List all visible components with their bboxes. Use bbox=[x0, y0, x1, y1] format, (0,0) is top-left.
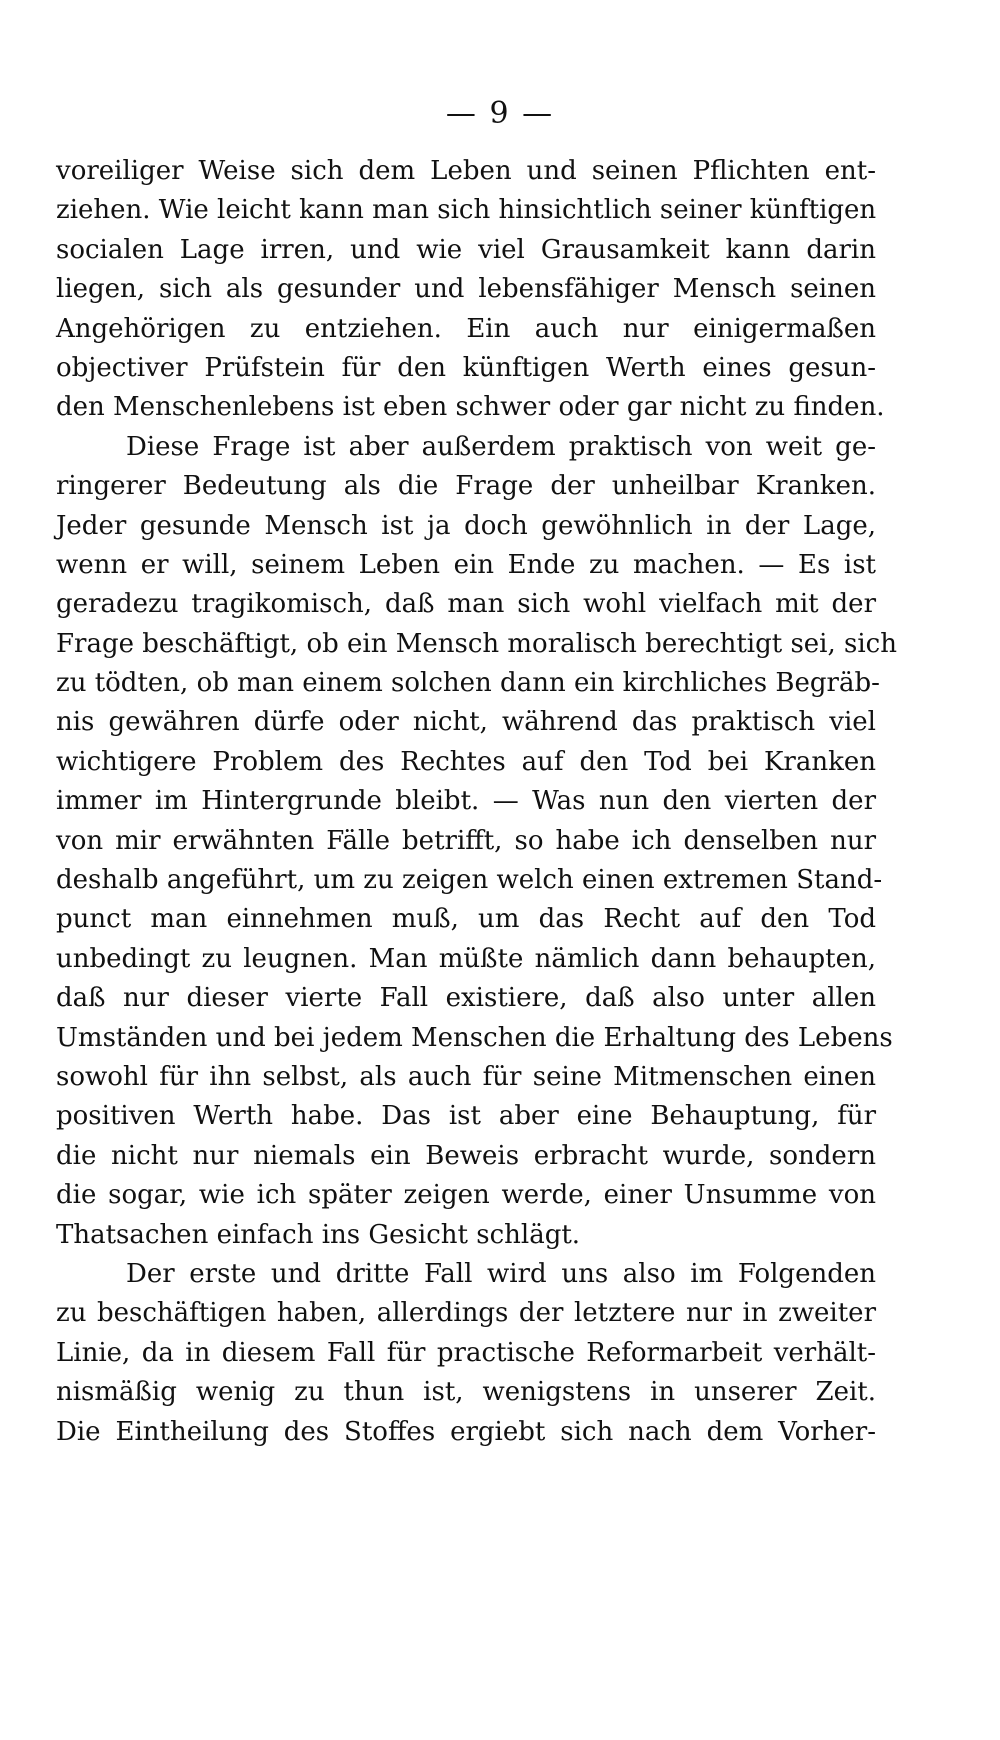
text-line: socialen Lage irren, und wie viel Grausamkeit kann darin bbox=[56, 234, 876, 265]
text-line: den Menschenlebens ist eben schwer oder gar nicht zu finden. bbox=[56, 392, 885, 423]
text-line: positiven Werth habe. Das ist aber eine Behauptung, für bbox=[56, 1101, 876, 1132]
text-line: nis gewähren dürfe oder nicht, während das praktisch viel bbox=[56, 707, 876, 738]
text-line: Angehörigen zu entziehen. Ein auch nur einigermaßen bbox=[56, 313, 876, 344]
text-line: Umständen und bei jedem Menschen die Erhaltung des Lebens bbox=[56, 1022, 893, 1053]
text-line: zu tödten, ob man einem solchen dann ein kirchliches Begräb- bbox=[56, 668, 880, 699]
text-line: Der erste und dritte Fall wird uns also im Folgenden bbox=[126, 1258, 876, 1289]
text-line: Jeder gesunde Mensch ist ja doch gewöhnlich in der Lage, bbox=[56, 510, 876, 541]
text-line: punct man einnehmen muß, um das Recht auf den Tod bbox=[56, 904, 876, 935]
text-line: Frage beschäftigt, ob ein Mensch moralisch berechtigt sei, sich bbox=[56, 628, 897, 659]
text-line: von mir erwähnten Fälle betrifft, so habe ich denselben nur bbox=[56, 825, 876, 856]
page-number: — 9 — bbox=[445, 96, 555, 131]
text-line: deshalb angeführt, um zu zeigen welch einen extremen Stand- bbox=[56, 865, 883, 896]
text-line: zu beschäftigen haben, allerdings der letztere nur in zweiter bbox=[56, 1298, 876, 1329]
text-line: sowohl für ihn selbst, als auch für seine Mitmenschen einen bbox=[56, 1061, 876, 1092]
text-line: ziehen. Wie leicht kann man sich hinsichtlich seiner künftigen bbox=[56, 195, 877, 226]
text-line: wenn er will, seinem Leben ein Ende zu machen. — Es ist bbox=[56, 549, 876, 580]
text-line: nismäßig wenig zu thun ist, wenigstens in unserer Zeit. bbox=[56, 1377, 876, 1408]
text-line: objectiver Prüfstein für den künftigen Werth eines gesun- bbox=[56, 352, 876, 383]
text-line: die sogar, wie ich später zeigen werde, einer Unsumme von bbox=[56, 1180, 876, 1211]
text-line: voreiliger Weise sich dem Leben und seinen Pflichten ent- bbox=[56, 156, 876, 186]
text-line: die nicht nur niemals ein Beweis erbracht wurde, sondern bbox=[56, 1140, 876, 1171]
text-line: wichtigere Problem des Rechtes auf den Tod bei Kranken bbox=[56, 746, 876, 777]
body-text bbox=[56, 152, 897, 1452]
text-line: immer im Hintergrunde bleibt. — Was nun den vierten der bbox=[56, 786, 876, 817]
text-line: liegen, sich als gesunder und lebensfähiger Mensch seinen bbox=[56, 274, 876, 305]
text-line: unbedingt zu leugnen. Man müßte nämlich dann behaupten, bbox=[56, 943, 876, 974]
text-line: Thatsachen einfach ins Gesicht schlägt. bbox=[56, 1219, 581, 1250]
text-line: ringerer Bedeutung als die Frage der unheilbar Kranken. bbox=[56, 471, 876, 502]
text-line: geradezu tragikomisch, daß man sich wohl vielfach mit der bbox=[56, 589, 876, 620]
text-line: Die Eintheilung des Stoffes ergiebt sich nach dem Vorher- bbox=[56, 1416, 876, 1447]
text-line: Diese Frage ist aber außerdem praktisch von weit ge- bbox=[126, 431, 876, 462]
text-line: daß nur dieser vierte Fall existiere, daß also unter allen bbox=[56, 983, 876, 1014]
text-line: Linie, da in diesem Fall für practische Reformarbeit verhält- bbox=[56, 1337, 876, 1368]
